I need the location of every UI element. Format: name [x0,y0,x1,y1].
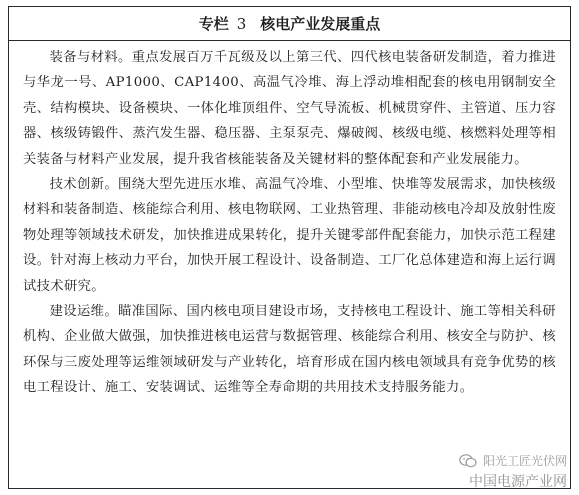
column-label-text: 专栏 [198,15,229,33]
watermark-text-1: 阳光工匠光伏网 [482,454,567,468]
column-number: 3 [236,14,247,33]
column-header [9,7,570,41]
watermark-line1 [459,452,567,469]
column-box [8,6,571,489]
paragraph-equipment: 装备与材料。重点发展百万千瓦级及以上第三代、四代核电装备研发制造，着力推进与华龙一号、AP1000、CAP1400、高温气冷堆、海上浮动堆相配套的核电用钢制安全壳、结构模块、设备模块、一体化堆顶组件、空气导流板、机械贯穿件、主管道、压力容器、核级铸锻件、蒸汽发生器、稳压器、主泵泵壳、爆破阀、核级电缆、核燃料处理等相关装备与材料产业发展，提升我省核能装备及关键材料的整体配套和产业发展能力。 [23,50,556,167]
column-label [199,13,229,34]
column-content [9,41,570,401]
watermark-line2: 中国电源产业网 [469,474,567,490]
wechat-icon [459,454,477,468]
paragraph-innovation: 技术创新。围绕大型先进压水堆、高温气冷堆、小型堆、快堆等发展需求，加快核级材料和装备制造、核能综合利用、核电物联网、工业热管理、非能动核电冷却及放射性废物处理等领域技术研发，加快推进成果转化，提升关键零部件配套能力，加快示范工程建设。针对海上核动力平台，加快开展工程设计、设备制造、工厂化总体建造和海上运行调试技术研究。 [23,177,556,294]
watermark [459,452,567,491]
column-title: 核电产业发展重点 [260,15,381,33]
paragraph-operation: 建设运维。瞄准国际、国内核电项目建设市场，支持核电工程设计、施工等相关科研机构、企业做大做强，加快推进核电运营与数据管理、核能综合利用、核安全与防护、核环保与三废处理等运维领域研发与产业转化，培育形成在国内核电领域具有竞争优势的核电工程设计、施工、安装调试、运维等全寿命期的共用技术支持服务能力。 [23,304,556,396]
